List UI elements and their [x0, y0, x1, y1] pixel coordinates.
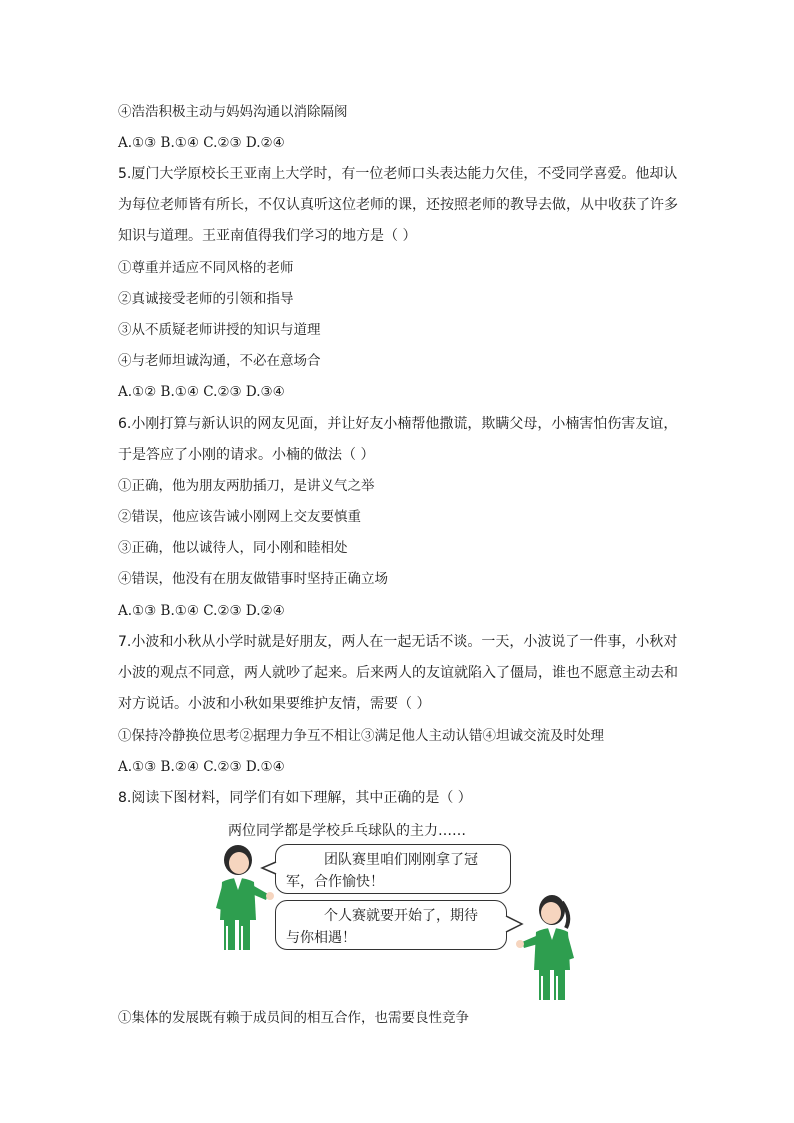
answer-choices: A.①③ B.①④ C.②③ D.②④	[118, 603, 285, 619]
question-7-text: 小波的观点不同意，两人就吵了起来。后来两人的友谊就陷入了僵局，谁也不愿意主动去和	[118, 665, 678, 681]
answer-choices: A.①③ B.②④ C.②③ D.①④	[118, 759, 285, 775]
option-line: ①保持冷静换位思考②据理力争互不相让③满足他人主动认错④坦诚交流及时处理	[118, 728, 604, 744]
student-right-illustration	[512, 892, 582, 1004]
student-left-illustration	[210, 842, 280, 954]
question-7-text: 7.小波和小秋从小学时就是好朋友，两人在一起无话不谈。一天，小波说了一件事，小秋对	[118, 634, 678, 650]
option-line: ①正确，他为朋友两肋插刀，是讲义气之举	[118, 478, 375, 494]
bubble-text: 军，合作愉快！	[286, 874, 384, 890]
option-line: ①集体的发展既有赖于成员间的相互合作，也需要良性竞争	[118, 1010, 469, 1026]
question-5-text: 为每位老师皆有所长，不仅认真听这位老师的课，还按照老师的教导去做，从中收获了许多	[118, 197, 678, 213]
comic-figure	[200, 812, 580, 1002]
option-line: ④浩浩积极主动与妈妈沟通以消除隔阂	[118, 104, 348, 120]
bubble-text: 团队赛里咱们刚刚拿了冠	[324, 852, 478, 868]
option-line: ②错误，他应该告诫小刚网上交友要慎重	[118, 509, 361, 525]
bubble-text: 个人赛就要开始了，期待	[324, 908, 478, 924]
question-7-text: 对方说话。小波和小秋如果要维护友情，需要（ ）	[118, 696, 431, 712]
question-5-text: 知识与道理。王亚南值得我们学习的地方是（ ）	[118, 228, 417, 244]
question-8-text: 8.阅读下图材料，同学们有如下理解，其中正确的是（ ）	[118, 790, 472, 806]
answer-choices: A.①③ B.①④ C.②③ D.②④	[118, 135, 285, 151]
option-line: ①尊重并适应不同风格的老师	[118, 260, 294, 276]
answer-choices: A.①② B.①④ C.②③ D.③④	[118, 384, 285, 400]
bubble-text: 与你相遇！	[286, 930, 356, 946]
question-6-text: 于是答应了小刚的请求。小楠的做法（ ）	[118, 447, 375, 463]
question-6-text: 6.小刚打算与新认识的网友见面，并让好友小楠帮他撒谎，欺瞒父母，小楠害怕伤害友谊，	[118, 416, 678, 432]
option-line: ④错误，他没有在朋友做错事时坚持正确立场	[118, 571, 388, 587]
option-line: ③正确，他以诚待人，同小刚和睦相处	[118, 540, 348, 556]
question-5-text: 5.厦门大学原校长王亚南上大学时，有一位老师口头表达能力欠佳，不受同学喜爱。他却认	[118, 166, 678, 182]
option-line: ④与老师坦诚沟通，不必在意场合	[118, 353, 321, 369]
option-line: ③从不质疑老师讲授的知识与道理	[118, 322, 321, 338]
option-line: ②真诚接受老师的引领和指导	[118, 291, 294, 307]
figure-caption: 两位同学都是学校乒乓球队的主力……	[228, 823, 466, 839]
